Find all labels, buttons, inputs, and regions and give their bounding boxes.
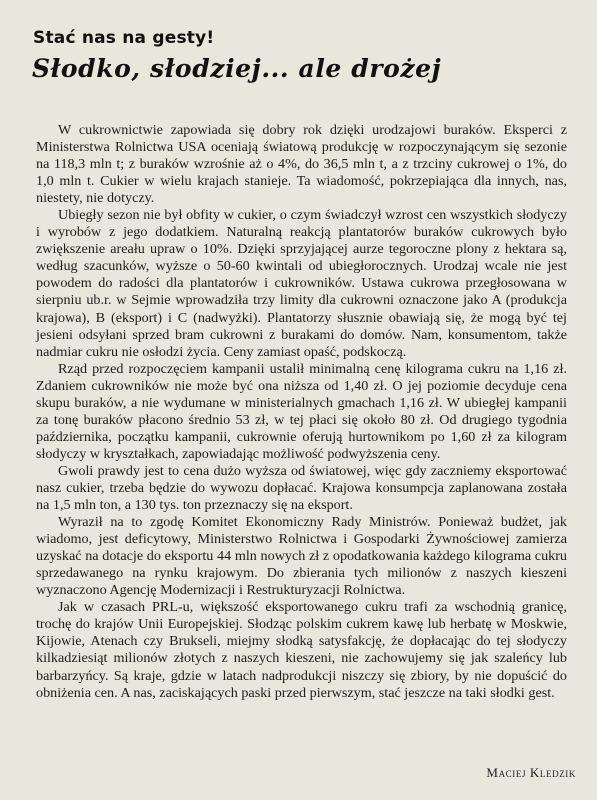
article-paragraph: Ubiegły sezon nie był obfity w cukier, o czym świadczył wzrost cen wszystkich słodyczy i wyrobów z jego dodatkiem. Naturalną reakcją plantatorów buraków cukrowych było zwiększenie areału upraw o 10%. Dzięki sprzyjającej aurze tegoroczne plony z hektara są, według szacunków, wyższe o 50-60 kwintali od ubiegłorocznych. Urodzaj wcale nie jest powodem do radości dla plantatorów i cukrowników. Ustawa cukrowa przegłosowana w sierpniu ub.r. w Sejmie wprowadziła trzy limity dla cukrowni oznaczone jako A (produkcja krajowa), B (eksport) i C (nadwyżki). Plantatorzy słusznie obawiają się, że mogą być tej jesieni odsyłani sprzed bram cukrowni z burakami do domów. Nam, konsumentom, także nadmiar cukru nie osłodzi życia. Ceny zamiast opaść, podskoczą. xyxy=(36,207,567,360)
article-paragraph: W cukrownictwie zapowiada się dobry rok dzięki urodzajowi buraków. Eksperci z Ministerstwa Rolnictwa USA oceniają światową produkcję w rozpoczynającym się sezonie na 118,3 mln t; z buraków wzrośnie aż o 4%, do 36,5 mln t, a z trzciny cukrowej o 1%, do 1,0 mln t. Cukier w wielu krajach stanieje. Ta wiadomość, pokrzepiająca dla innych, nas, niestety, nie dotyczy. xyxy=(36,122,567,207)
article-paragraph: Rząd przed rozpoczęciem kampanii ustalił minimalną cenę kilograma cukru na 1,16 zł. Zdaniem cukrowników nie może być ona niższa od 1,40 zł. O jej poziomie decyduje cena skupu buraków, a nie wydumane w ministerialnych gmachach 1,16 zł. W ubiegłej kampanii za tonę buraków płacono średnio 53 zł, w tej płaci się około 80 zł. Od drugiego tygodnia października, początku kampanii, cukrownie oferują hurtownikom po 1,60 zł za kilogram słodyczy w kryształkach, zapowiadając możliwość podwyższenia ceny. xyxy=(36,360,567,462)
article-body xyxy=(28,122,567,702)
article-title: Słodko, słodziej... ale drożej xyxy=(32,54,442,83)
article-paragraph: Gwoli prawdy jest to cena dużo wyższa od światowej, więc gdy zaczniemy eksportować nasz cukier, trzeba będzie do wywozu dopłacać. Krajowa konsumpcja zaplanowana została na 1,5 mln ton, a 130 tys. ton przeznaczy się na eksport. xyxy=(36,462,567,514)
kicker-heading: Stać nas na gesty! xyxy=(33,28,215,48)
author-byline: Maciej Kledzik xyxy=(486,765,576,780)
article-paragraph: Jak w czasach PRL-u, większość eksportowanego cukru trafi za wschodnią granicę, trochę do krajów Unii Europejskiej. Słodząc polskim cukrem kawę lub herbatę w Moskwie, Kijowie, Atenach czy Brukseli, miejmy słodką satysfakcję, że dopłacając do tej słodyczy kilkadziesiąt milionów złotych z naszych kieszeni, nie zachowujemy się jak szaleńcy lub barbarzyńcy. Są kraje, gdzie w latach nadprodukcji niszczy się zbiory, by nie dopuścić do obniżenia cen. A nas, zaciskających paski przed pierwszym, stać jeszcze na taki słodki gest. xyxy=(36,599,567,701)
article-paragraph: Wyraził na to zgodę Komitet Ekonomiczny Rady Ministrów. Ponieważ budżet, jak wiadomo, jest deficytowy, Ministerstwo Rolnictwa i Gospodarki Żywnościowej zamierza uzyskać na dotacje do eksportu 44 mln nowych zł z opodatkowania każdego kilograma cukru sprzedawanego na rynku krajowym. Do zbierania tych milionów z naszych kieszeni wyznaczono Agencję Modernizacji i Restrukturyzacji Rolnictwa. xyxy=(36,514,567,599)
